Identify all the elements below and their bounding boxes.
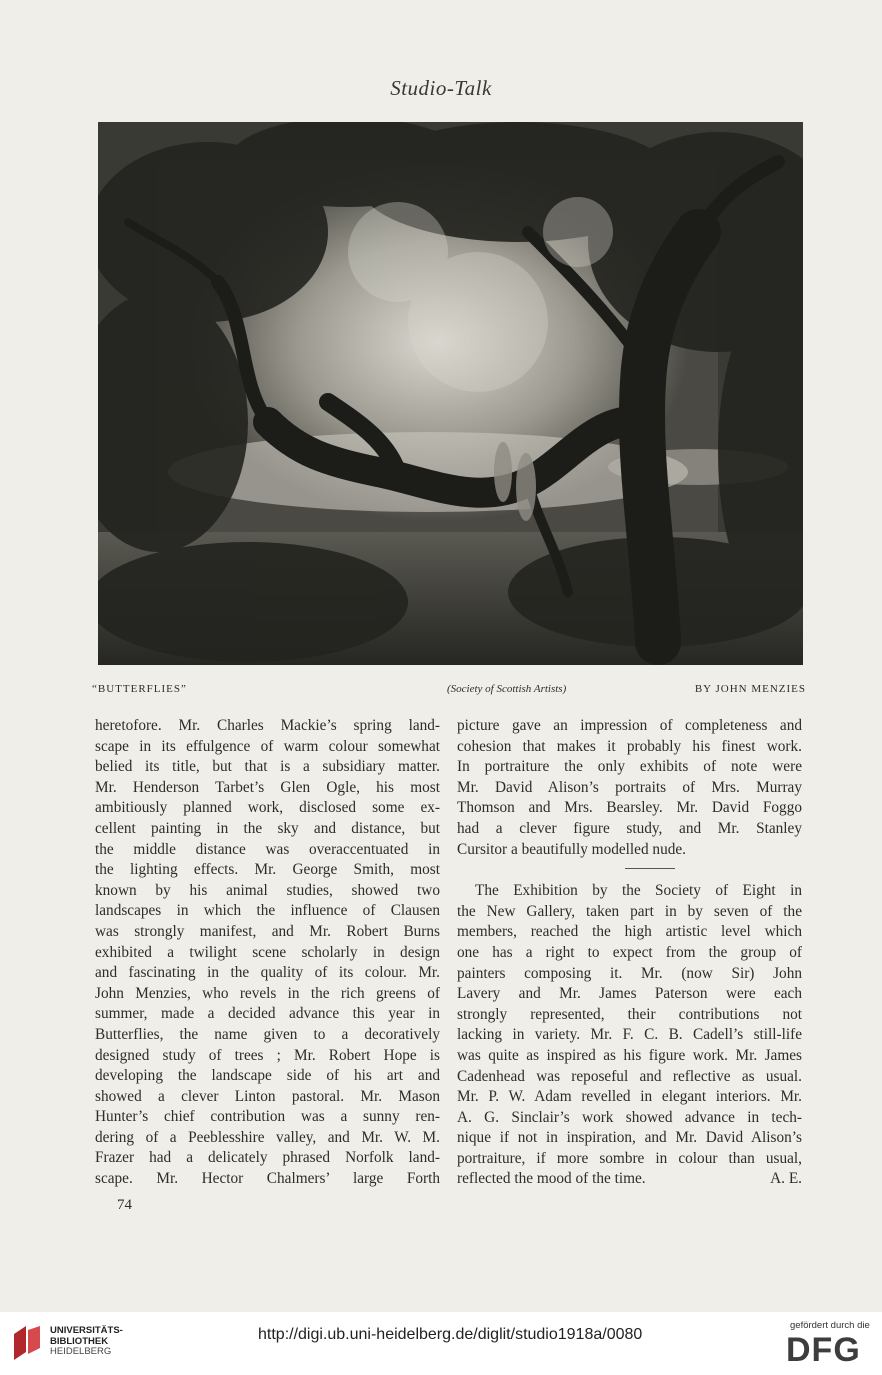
text-line: scape. Mr. Hector Chalmers’ large Forth bbox=[95, 1170, 440, 1188]
text-line: Cursitor a beautifully modelled nude. bbox=[457, 840, 686, 858]
text-line: one has a right to expect from the group of bbox=[457, 943, 802, 961]
text-line: designed study of trees ; Mr. Robert Hope is bbox=[95, 1046, 440, 1064]
author-signature: A. E. bbox=[770, 1170, 802, 1188]
text-line: developing the landscape side of his art and bbox=[95, 1067, 440, 1085]
text-line: ambitiously planned work, disclosed some ex- bbox=[95, 799, 440, 817]
text-line: the lighting effects. Mr. George Smith, most bbox=[95, 861, 440, 879]
library-logo-icon bbox=[10, 1324, 44, 1362]
text-line: lacking in variety. Mr. F. C. B. Cadell’s still-life bbox=[457, 1026, 802, 1044]
text-line: reflected the mood of the time. A. E. bbox=[457, 1169, 802, 1190]
page-number: 74 bbox=[117, 1197, 132, 1213]
right-paragraph-1 bbox=[457, 716, 802, 860]
text-line: Frazer had a delicately phrased Norfolk land- bbox=[95, 1149, 440, 1167]
text-line: A. G. Sinclair’s work showed advance in tech- bbox=[457, 1108, 802, 1126]
text-line: nique if not in inspiration, and Mr. David Alison’s bbox=[457, 1129, 802, 1147]
text-line: Butterflies, the name given to a decoratively bbox=[95, 1025, 440, 1043]
caption-society: (Society of Scottish Artists) bbox=[447, 683, 567, 695]
text-line: exhibited a twilight scene scholarly in design bbox=[95, 943, 440, 961]
right-paragraph-2 bbox=[457, 881, 802, 1190]
text-line: was quite as inspired as his figure work. Mr. James bbox=[457, 1046, 802, 1064]
text-line: Cadenhead was reposeful and reflective as usual. bbox=[457, 1067, 802, 1085]
text-line: picture gave an impression of completeness and bbox=[457, 717, 802, 734]
caption-title: “BUTTERFLIES” bbox=[92, 683, 187, 695]
text-line: belied its title, but that is a subsidiary matter. bbox=[95, 758, 440, 776]
text-line: portraiture, if more sombre in colour than usual, bbox=[457, 1149, 802, 1167]
text-line: cohesion that makes it probably his finest work. bbox=[457, 737, 802, 755]
text-line: the New Gallery, taken part in by seven of the bbox=[457, 902, 802, 920]
text-line: strongly represented, their contributions not bbox=[457, 1005, 802, 1023]
text-line: landscapes in which the influence of Clausen bbox=[95, 902, 440, 920]
text-line: In portraiture the only exhibits of note were bbox=[457, 758, 802, 776]
text-line: showed a clever Linton pastoral. Mr. Mason bbox=[95, 1087, 440, 1105]
caption-artist: BY JOHN MENZIES bbox=[694, 683, 806, 695]
section-divider bbox=[625, 868, 675, 869]
text-line: summer, made a decided advance this year in bbox=[95, 1005, 440, 1023]
text-line: was strongly manifest, and Mr. Robert Burns bbox=[95, 922, 440, 940]
text-line: painters composing it. Mr. (now Sir) John bbox=[457, 964, 802, 982]
text-line: Hunter’s chief contribution was a sunny ren- bbox=[95, 1108, 440, 1126]
running-title: Studio-Talk bbox=[390, 76, 492, 100]
text-line: Thomson and Mrs. Bearsley. Mr. David Foggo bbox=[457, 799, 802, 817]
funding-note: gefördert durch die bbox=[790, 1320, 870, 1331]
text-line: heretofore. Mr. Charles Mackie’s spring land- bbox=[95, 717, 440, 734]
digitization-footer bbox=[0, 1312, 882, 1375]
left-text-column bbox=[95, 716, 440, 1190]
text-line: the middle distance was overaccentuated in bbox=[95, 840, 440, 858]
text-line: had a clever figure study, and Mr. Stanley bbox=[457, 819, 802, 837]
text-line: The Exhibition by the Society of Eight in bbox=[475, 882, 802, 900]
text-line: dering of a Peeblesshire valley, and Mr. W. M. bbox=[95, 1128, 440, 1146]
right-text-column bbox=[457, 716, 802, 1190]
source-url-link[interactable]: http://digi.ub.uni-heidelberg.de/diglit/studio1918a/0080 bbox=[258, 1326, 643, 1343]
library-name: UNIVERSITÄTS- BIBLIOTHEK HEIDELBERG bbox=[50, 1325, 123, 1357]
text-line: Mr. P. W. Adam revelled in elegant interiors. Mr. bbox=[457, 1088, 802, 1106]
painting-plate bbox=[98, 122, 803, 665]
dfg-logo: DFG bbox=[786, 1331, 861, 1369]
text-line: members, reached the high artistic level which bbox=[457, 923, 802, 941]
text-line: cellent painting in the sky and distance, but bbox=[95, 819, 440, 837]
text-line: Lavery and Mr. James Paterson were each bbox=[457, 985, 802, 1003]
text-line: Mr. David Alison’s portraits of Mrs. Murray bbox=[457, 778, 802, 796]
text-line: Mr. Henderson Tarbet’s Glen Ogle, his most bbox=[95, 778, 440, 796]
butterflies-painting-image bbox=[98, 122, 803, 665]
text-line: known by his animal studies, showed two bbox=[95, 881, 440, 899]
text-line: and fascinating in the quality of its colour. Mr. bbox=[95, 964, 440, 982]
text-line: John Menzies, who revels in the rich greens of bbox=[95, 984, 440, 1002]
plate-caption bbox=[92, 683, 806, 701]
text-line: scape in its effulgence of warm colour somewhat bbox=[95, 737, 440, 755]
